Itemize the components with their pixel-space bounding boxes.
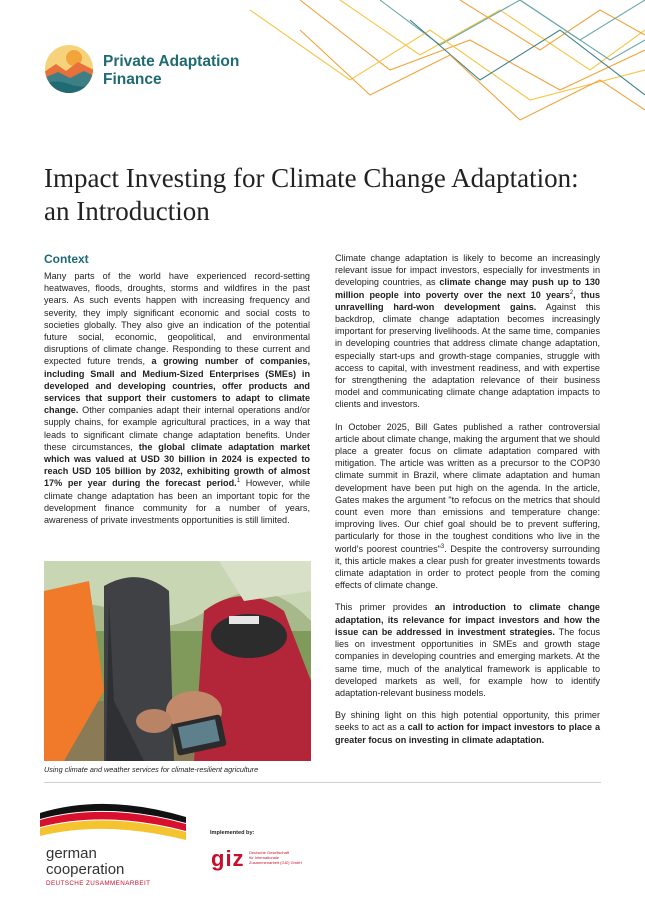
bold-run: , thus unravelling hard-won development gains.	[335, 289, 601, 312]
text-run: The focus lies on investment opportunities in SMEs and growth stage companies in developing countries and emerging markets. At the same time, much of the analytical framework is applicable to developed markets as well, for example how to identify adaptation-relevant business models.	[335, 626, 600, 698]
text-run: This primer provides	[335, 602, 435, 613]
giz-full-line: Deutsche Gesellschaft	[249, 850, 290, 855]
bold-run: an introduction to climate change adaptation, its relevance for impact investors and how the issue can be addressed in investment strategies.	[335, 602, 600, 637]
right-column	[335, 252, 600, 756]
giz-full-line: für Internationale	[249, 855, 280, 860]
footnote-ref: 1	[236, 478, 241, 485]
pafl-logo	[44, 44, 94, 94]
gc-line-2: cooperation	[46, 861, 125, 878]
bold-run: the global climate adaptation market which was valued at USD 30 billion in 2024 is expected to reach USD 105 billion by 2032, exhibiting growth of almost 17% per year during the forecast period.	[44, 441, 310, 489]
farmers-photo	[44, 561, 311, 761]
implemented-by-label: Implemented by:	[210, 830, 255, 836]
german-flag-swoosh-icon	[36, 795, 196, 845]
bold-run: call to action for impact investors to place a greater focus on investing in climate adaptation.	[335, 722, 601, 745]
footnote-ref: 3	[440, 543, 445, 550]
paragraph	[335, 601, 600, 699]
decorative-lines	[0, 0, 645, 140]
left-column	[44, 252, 310, 536]
footer-divider	[44, 782, 601, 783]
paragraph	[335, 421, 600, 592]
text-run: Against this backdrop, climate change adaptation becomes increasingly important for preserving livelihoods. At the same time, companies in developing countries that address climate change adaptation, especially start-ups and growth-stage companies, struggle with access to capital, with investment readiness, and with expertise for strengthening the adaptation relevance of their business model and communicating climate change adaptation impacts to clients and investors.	[335, 301, 600, 410]
title-line-1: Impact Investing for Climate Change Adaptation:	[44, 163, 579, 193]
paragraph	[335, 252, 600, 411]
giz-full-line: Zusammenarbeit (GIZ) GmbH	[249, 860, 303, 865]
page-title	[44, 162, 604, 228]
text-run: By shining light on this high potential opportunity, this primer seeks to act as a	[335, 710, 600, 733]
gc-line-1: german	[46, 845, 97, 862]
deutsche-zusammenarbeit: DEUTSCHE ZUSAMMENARBEIT	[46, 880, 151, 887]
text-run: Other companies adapt their internal operations and/or supply chains, for example agricultural practices, in a way that leads to significant climate change adaptation benefits. Under these circumstances,	[44, 405, 310, 452]
text-run: . Despite the controversy surrounding it, this article makes a clear push for greater investments towards climate adaptation in order to protect people from the coming effects of climate change.	[335, 543, 600, 591]
title-line-2: an Introduction	[44, 196, 210, 226]
text-run: In October 2025, Bill Gates published a rather controversial article about climate change, making the argument that we should place a greater focus on climate adaptation compared with mitigation. The article was written as a precursor to the COP30 climate summit in Brazil, where climate adaptation and human development have been put high on the agenda. In the article, Gates makes the argument "to refocus on the metrics that should count even more than emissions and temperature change: improving lives. Our chief goal should be to prevent suffering, particularly for those in the toughest conditions who live in the world's poorest countries"	[335, 421, 600, 554]
brand-line-2: Finance	[103, 71, 162, 88]
text-run: Climate change adaptation is likely to become an increasingly relevant issue for impact investors, especially for investments in developing countries, as	[335, 253, 600, 288]
bold-run: a growing number of companies, including Small and Medium-Sized Enterprises (SMEs) in developed and developing countries, offer products and services that support their customers to adapt to climate change.	[44, 356, 310, 416]
footnote-ref: 2	[569, 289, 574, 296]
brand-name	[103, 53, 239, 89]
context-heading: Context	[44, 252, 89, 266]
bold-run: climate change may push up to 130 million people into poverty over the next 10 years	[335, 277, 600, 300]
text-run: Many parts of the world have experienced record-setting heatwaves, floods, droughts, storms and wildfires in the past years. As such events happen with increasing frequency and severity, they imply significant economic and social costs to societies globally. They also give an indication of the potential future social, economic, geopolitical, and environmental disruptions of climate change. Responding to these current and expected future trends,	[44, 271, 310, 367]
brand-line-1: Private Adaptation	[103, 53, 240, 70]
text-run: However, while climate change adaptation has been an important topic for the development finance community for a number of years, awareness of private investments opportunities is still limited.	[44, 478, 310, 526]
german-cooperation-logo-text	[46, 846, 124, 878]
context-paragraph	[44, 270, 310, 526]
paragraph	[335, 709, 600, 746]
photo-caption: Using climate and weather services for climate-resilient agriculture	[44, 765, 259, 774]
giz-full-name	[249, 850, 319, 865]
giz-logo: giz	[211, 846, 245, 871]
